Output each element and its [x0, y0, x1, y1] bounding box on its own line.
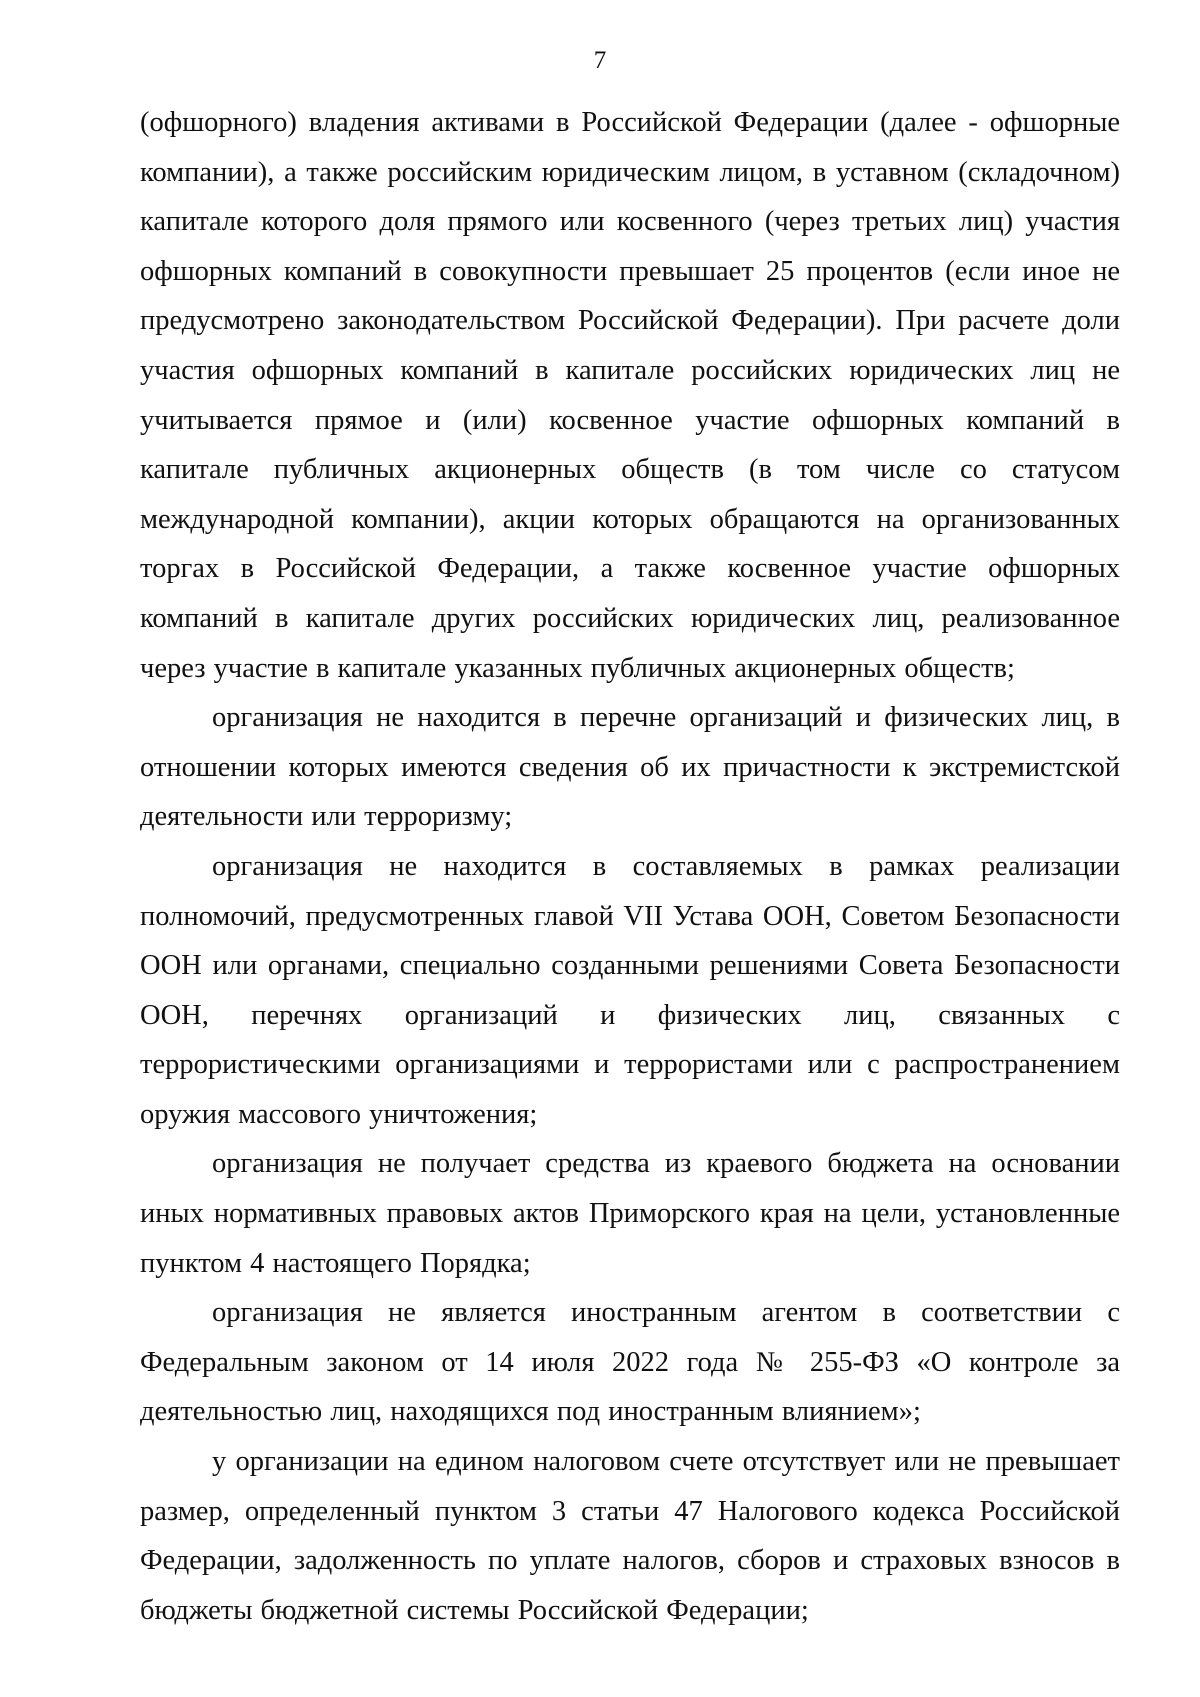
paragraph-tax-debt: у организации на едином налоговом счете отсутствует или не превышает размер, определенный пунктом 3 статьи 47 Налогового кодекса Российской Федерации, задолженность по уплате налогов, сборов и страховых взносов в бюджеты бюджетной системы Российской Федерации;: [140, 1446, 1120, 1626]
document-body: [140, 98, 1120, 1635]
paragraph-offshore-companies: (офшорного) владения активами в Российской Федерации (далее - офшорные компании), а также российским юридическим лицом, в уставном (складочном) капитале которого доля прямого или косвенного (через третьих лиц) участия офшорных компаний в совокупности превышает 25 процентов (если иное не предусмотрено законодательством Российской Федерации). При расчете доли участия офшорных компаний в капитале российских юридических лиц не учитывается прямое и (или) косвенное участие офшорных компаний в капитале публичных акционерных обществ (в том числе со статусом международной компании), акции которых обращаются на организованных торгах в Российской Федерации, а также косвенное участие офшорных компаний в капитале других российских юридических лиц, реализованное через участие в капитале указанных публичных акционерных обществ;: [140, 107, 1120, 684]
paragraph-un-sanctions-list: организация не находится в составляемых в рамках реализации полномочий, предусмотренных главой VII Устава ООН, Советом Безопасности ООН или органами, специально созданными решениями Совета Безопасности ООН, перечнях организаций и физических лиц, связанных с террористическими организациями и террористами или с распространением оружия массового уничтожения;: [140, 850, 1120, 1130]
page-number: 7: [593, 47, 607, 74]
paragraph-foreign-agent: организация не является иностранным агентом в соответствии с Федеральным законом от 14 июля 2022 года № 255-ФЗ «О контроле за деятельностью лиц, находящихся под иностранным влиянием»;: [140, 1297, 1120, 1428]
paragraph-regional-budget: организация не получает средства из краевого бюджета на основании иных нормативных правовых актов Приморского края на цели, установленные пунктом 4 настоящего Порядка;: [140, 1148, 1120, 1279]
paragraph-extremism-list: организация не находится в перечне организаций и физических лиц, в отношении которых имеются сведения об их причастности к экстремистской деятельности или терроризму;: [140, 702, 1120, 833]
